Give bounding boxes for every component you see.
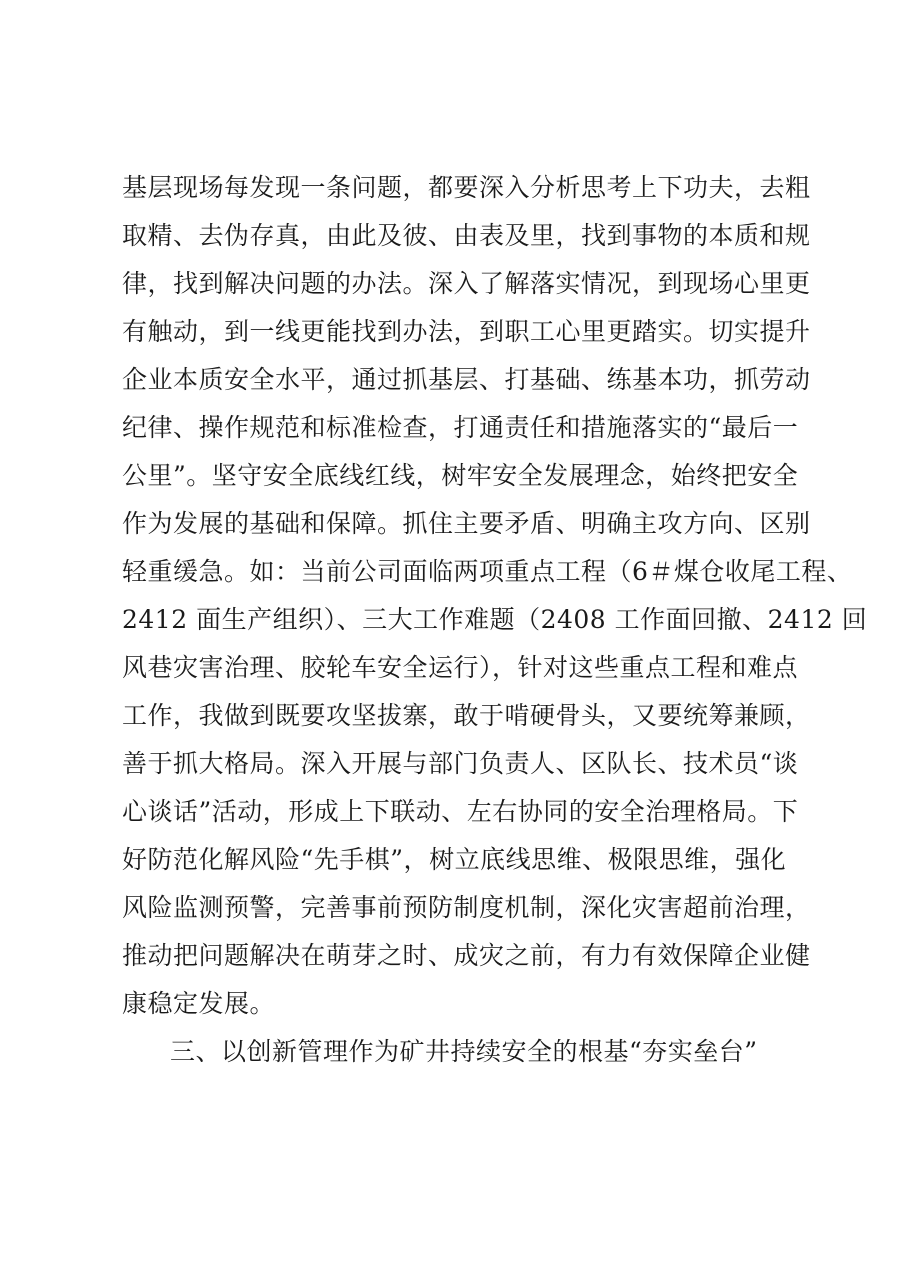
section-heading: 三、以创新管理作为矿井持续安全的根基“夯实垒台”	[170, 1037, 758, 1066]
paragraph-line: 轻重缓急。如：当前公司面临两项重点工程（6＃煤仓收尾工程、	[122, 557, 853, 586]
paragraph-line: 公里”。坚守安全底线红线，树牢安全发展理念，始终把安全	[122, 461, 799, 490]
paragraph-line: 康稳定发展。	[122, 989, 276, 1018]
paragraph-line: 律，找到解决问题的办法。深入了解落实情况，到现场心里更	[122, 269, 811, 298]
paragraph-line: 取精、去伪存真，由此及彼、由表及里，找到事物的本质和规	[122, 221, 811, 250]
paragraph-line: 风巷灾害治理、胶轮车安全运行），针对这些重点工程和难点	[122, 653, 799, 682]
paragraph-line: 推动把问题解决在萌芽之时、成灾之前，有力有效保障企业健	[122, 941, 811, 970]
paragraph-line: 企业本质安全水平，通过抓基层、打基础、练基本功，抓劳动	[122, 365, 811, 394]
paragraph-line: 风险监测预警，完善事前预防制度机制，深化灾害超前治理，	[122, 893, 811, 922]
paragraph-line: 心谈话”活动，形成上下联动、左右协同的安全治理格局。下	[122, 797, 799, 826]
paragraph-line: 好防范化解风险“先手棋”，树立底线思维、极限思维，强化	[122, 845, 787, 874]
paragraph-line: 工作，我做到既要攻坚拔寨，敢于啃硬骨头，又要统筹兼顾，	[122, 701, 811, 730]
paragraph-line: 善于抓大格局。深入开展与部门负责人、区队长、技术员“谈	[122, 749, 799, 778]
paragraph-line: 2412 面生产组织）、三大工作难题（2408 工作面回撤、2412 回	[122, 605, 868, 634]
paragraph-line: 基层现场每发现一条问题，都要深入分析思考上下功夫，去粗	[122, 173, 811, 202]
paragraph-line: 有触动，到一线更能找到办法，到职工心里更踏实。切实提升	[122, 317, 811, 346]
body-paragraph	[122, 164, 868, 1028]
paragraph-line: 作为发展的基础和保障。抓住主要矛盾、明确主攻方向、区别	[122, 509, 811, 538]
paragraph-line: 纪律、操作规范和标准检查，打通责任和措施落实的“最后一	[122, 413, 799, 442]
